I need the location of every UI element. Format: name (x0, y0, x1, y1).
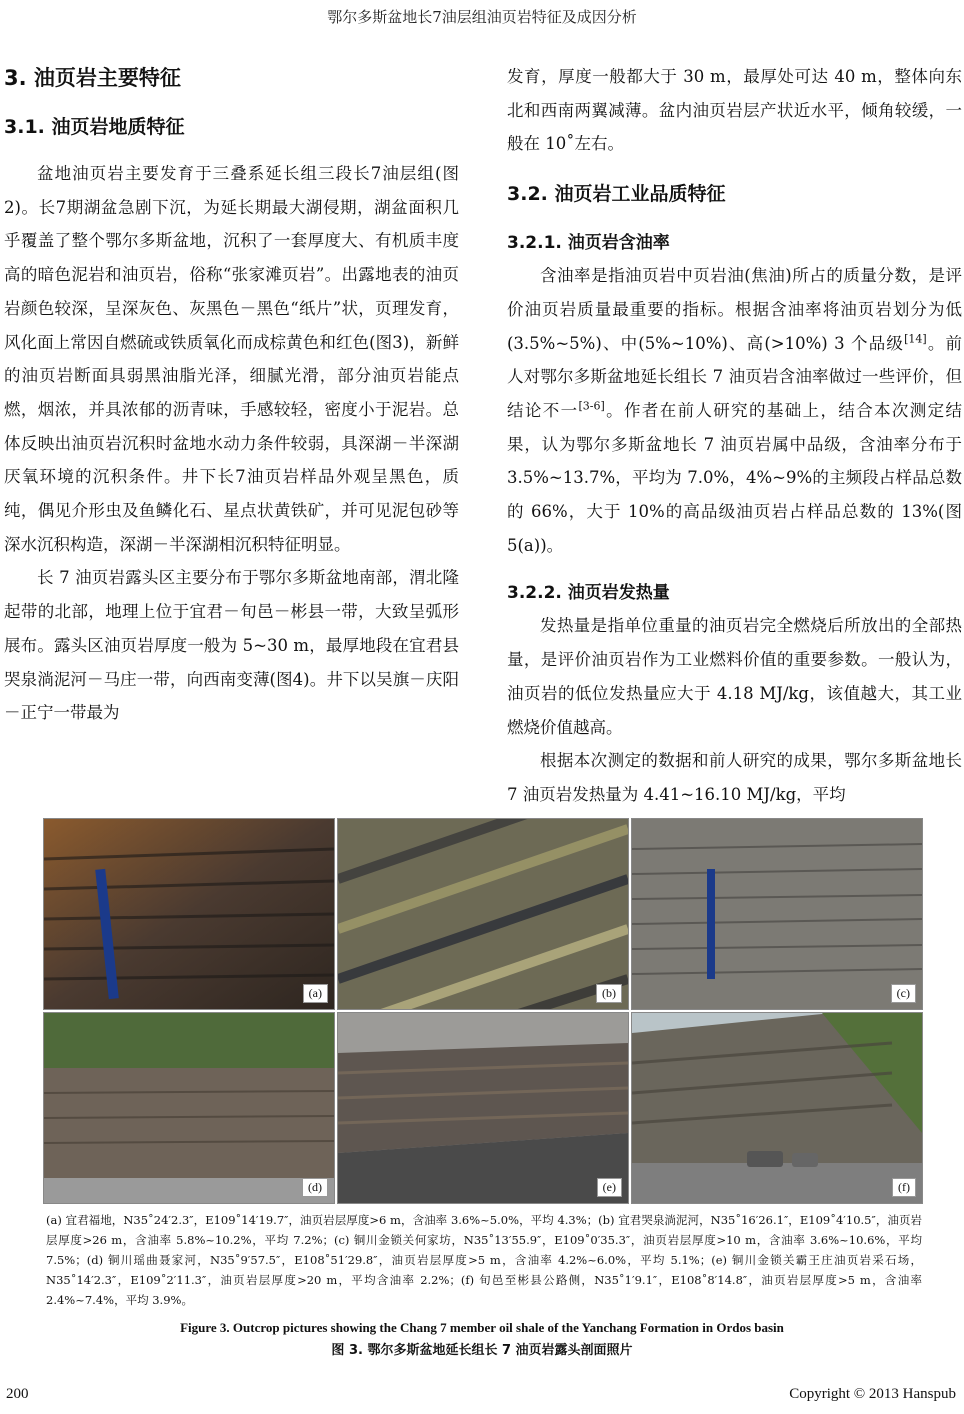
photo-e (337, 1012, 629, 1204)
paragraph-thickness: 发育，厚度一般都大于 30 m，最厚处可达 40 m，整体向东北和西南两翼减薄。盆内油页岩层产状近水平，倾角较缓，一般在 10˚左右。 (507, 67, 962, 154)
oil-yield-text-c: 。作者在前人研究的基础上，结合本次测定结果，认为鄂尔多斯盆地长 7 油页岩属中品级，含油率分布于 3.5%~13.7%，平均为 7.0%，4%~9%的主频段占样品总数的 66%，大于 10%的高品级油页岩占样品总数的 13%(图 5(a))。 (507, 400, 963, 555)
citation-3-6[interactable]: [3-6] (578, 399, 605, 413)
photo-a (43, 818, 335, 1010)
photo-label-e: (e) (597, 1178, 622, 1197)
photo-label-d: (d) (302, 1178, 328, 1197)
running-header: 鄂尔多斯盆地长7油层组油页岩特征及成因分析 (327, 8, 637, 26)
photo-label-c: (c) (891, 984, 916, 1003)
photo-b-image (338, 819, 628, 1009)
oil-yield-text-b: 。前人对鄂尔多斯盆地延长组长 7 油页岩含油率做过一些评价，但结论不一 (507, 333, 962, 420)
photo-f (631, 1012, 923, 1204)
photo-b (337, 818, 629, 1010)
subsection-heading-quality: 3.2. 油页岩工业品质特征 (507, 183, 726, 206)
photo-f-image (632, 1013, 922, 1203)
subsubsection-heading-calorific: 3.2.2. 油页岩发热量 (507, 583, 670, 604)
paragraph-geology-2: 长 7 油页岩露头区主要分布于鄂尔多斯盆地南部，渭北隆起带的北部，地理上位于宜君－旬邑－彬县一带，大致呈弧形展布。露头区油页岩厚度一般为 5~30 m，最厚地段在宜君县哭泉淌泥河－马庄一带，向西南变薄(图4)。井下以吴旗－庆阳－正宁一带最为 (4, 568, 459, 723)
photo-c (631, 818, 923, 1010)
photo-a-image (44, 819, 334, 1009)
figure-title-english: Figure 3. Outcrop pictures showing the Chang 7 member oil shale of the Yanchang Formation in Ordos basin (180, 1320, 784, 1335)
copyright-notice: Copyright © 2013 Hanspub (789, 1386, 956, 1402)
paragraph-calorific-2: 根据本次测定的数据和前人研究的成果，鄂尔多斯盆地长 7 油页岩发热量为 4.41~16.10 MJ/kg，平均 (507, 751, 962, 804)
figure-3-photos (43, 818, 921, 1203)
photo-label-f: (f) (892, 1178, 916, 1197)
citation-14[interactable]: [14] (904, 332, 927, 346)
paragraph-calorific-1: 发热量是指单位重量的油页岩完全燃烧后所放出的全部热量，是评价油页岩作为工业燃料价值的重要参数。一般认为，油页岩的低位发热量应大于 4.18 MJ/kg，该值越大，其工业燃烧价值越高。 (507, 616, 962, 737)
photo-label-a: (a) (303, 984, 328, 1003)
photo-c-image (632, 819, 922, 1009)
paragraph-oil-yield (507, 259, 962, 562)
section-heading: 3. 油页岩主要特征 (4, 66, 181, 90)
subsection-heading-geology: 3.1. 油页岩地质特征 (4, 116, 185, 138)
paragraph-geology-1: 盆地油页岩主要发育于三叠系延长组三段长7油层组(图2)。长7期湖盆急剧下沉，为延长期最大湖侵期，湖盆面积几乎覆盖了整个鄂尔多斯盆地，沉积了一套厚度大、有机质丰度高的暗色泥岩和油页岩，俗称“张家滩页岩”。出露地表的油页岩颜色较深，呈深灰色、灰黑色－黑色“纸片”状，页理发育，风化面上常因自燃硫或铁质氧化而成棕黄色和红色(图3)，新鲜的油页岩断面具弱黑油脂光泽，细腻光滑，部分油页岩能点燃，烟浓，并具浓郁的沥青味，手感较轻，密度小于泥岩。总体反映出油页岩沉积时盆地水动力条件较弱，具深湖－半深湖厌氧环境的沉积条件。井下长7油页岩样品外观呈黑色，质纯，偶见介形虫及鱼鳞化石、星点状黄铁矿，并可见泥包砂等深水沉积构造，深湖－半深湖相沉积特征明显。 (4, 164, 459, 554)
figure-title-chinese: 图 3. 鄂尔多斯盆地延长组长 7 油页岩露头剖面照片 (331, 1343, 633, 1358)
photo-e-image (338, 1013, 628, 1203)
photo-d (43, 1012, 335, 1204)
left-column (4, 60, 459, 730)
subsubsection-heading-oil-yield: 3.2.1. 油页岩含油率 (507, 233, 670, 254)
photo-label-b: (b) (596, 984, 622, 1003)
oil-yield-text-a: 含油率是指油页岩中页岩油(焦油)所占的质量分数，是评价油页岩质量最重要的指标。根据含油率将油页岩划分为低(3.5%~5%)、中(5%~10%)、高(>10%) 3 个品级 (507, 266, 962, 353)
photo-d-image (44, 1013, 334, 1203)
page-number: 200 (6, 1386, 29, 1402)
figure-caption-detail: (a) 宜君福地，N35˚24′2.3″，E109˚14′19.7″，油页岩层厚度>6 m，含油率 3.6%~5.0%，平均 4.3%；(b) 宜君哭泉淌泥河，N35˚16′26.1″，E109˚4′10.5″，油页岩层厚度>26 m，含油率 5.8%~10.2%，平均 7.2%；(c) 铜川金锁关何家坊，N35˚13′55.9″，E109˚0′35.3″，油页岩层厚度>10 m，含油率 3.6%~10.6%，平均 7.5%；(d) 铜川瑶曲聂家河，N35˚9′57.5″，E108˚51′29.8″，油页岩层厚度>5 m，含油率 4.2%~6.0%，平均 5.1%；(e) 铜川金锁关霸王庄油页岩采石场，N35˚14′2.3″，E109˚2′11.3″，油页岩层厚度>20 m，平均含油率 2.2%；(f) 旬邑至彬县公路侧，N35˚1′9.1″，E108˚8′14.8″，油页岩层厚度>5 m，含油率 2.4%~7.4%，平均 3.9%。 (46, 1213, 922, 1307)
right-column (507, 60, 962, 812)
